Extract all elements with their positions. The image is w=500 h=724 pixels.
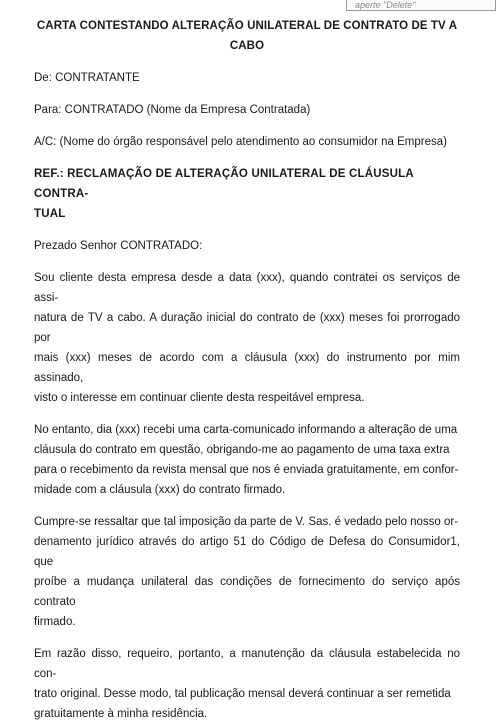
paragraph-3: [34, 512, 460, 632]
paragraph-4: [34, 644, 460, 724]
delete-hint-text: aperte "Delete": [355, 0, 416, 10]
paragraph-line: visto o interesse em continuar cliente desta respeitável empresa.: [34, 392, 365, 404]
ref-line-2: TUAL: [34, 208, 66, 220]
from-line: De: CONTRATANTE: [34, 72, 140, 84]
paragraph-1: [34, 268, 460, 408]
paragraph-line: Em razão disso, requeiro, portanto, a manutenção da cláusula estabelecida no con-: [34, 648, 460, 680]
document-title: [34, 16, 460, 56]
paragraph-line: gratuitamente à minha residência.: [34, 708, 208, 720]
title-line-1: CARTA CONTESTANDO ALTERAÇÃO UNILATERAL DE CONTRATO DE TV A: [36, 20, 458, 32]
paragraph-line: proíbe a mudança unilateral das condições de fornecimento do serviço após contrato: [34, 576, 460, 608]
reference-subject: [34, 164, 460, 224]
paragraph-line: denamento jurídico através do artigo 51 do Código de Defesa do Consumidor1, que: [34, 536, 460, 568]
paragraph-line: Sou cliente desta empresa desde a data (xxx), quando contratei os serviços de assi-: [34, 272, 460, 304]
paragraph-line: No entanto, dia (xxx) recebi uma carta-comunicado informando a alteração de uma: [34, 424, 458, 436]
paragraph-line: mais (xxx) meses de acordo com a cláusula (xxx) do instrumento por mim assinado,: [34, 352, 460, 384]
paragraph-line: natura de TV a cabo. A duração inicial do contrato de (xxx) meses foi prorrogado por: [34, 312, 460, 344]
attn-line: A/C: (Nome do órgão responsável pelo atendimento ao consumidor na Empresa): [34, 136, 447, 148]
paragraph-line: Cumpre-se ressaltar que tal imposição da parte de V. Sas. é vedado pelo nosso or-: [34, 516, 459, 528]
letter-document: [34, 0, 460, 724]
paragraph-line: trato original. Desse modo, tal publicação mensal deverá continuar a ser remetida: [34, 688, 451, 700]
to-line: Para: CONTRATADO (Nome da Empresa Contratada): [34, 104, 311, 116]
paragraph-line: firmado.: [34, 616, 76, 628]
title-line-2: CABO: [229, 40, 265, 52]
paragraph-line: para o recebimento da revista mensal que nos é enviada gratuitamente, em confor-: [34, 464, 459, 476]
paragraph-line: cláusula do contrato em questão, obrigando-me ao pagamento de uma taxa extra: [34, 444, 450, 456]
paragraph-2: [34, 420, 460, 500]
ref-line-1: REF.: RECLAMAÇÃO DE ALTERAÇÃO UNILATERAL DE CLÁUSULA CONTRA-: [34, 168, 414, 200]
salutation: Prezado Senhor CONTRATADO:: [34, 240, 203, 252]
paragraph-line: midade com a cláusula (xxx) do contrato firmado.: [34, 484, 286, 496]
